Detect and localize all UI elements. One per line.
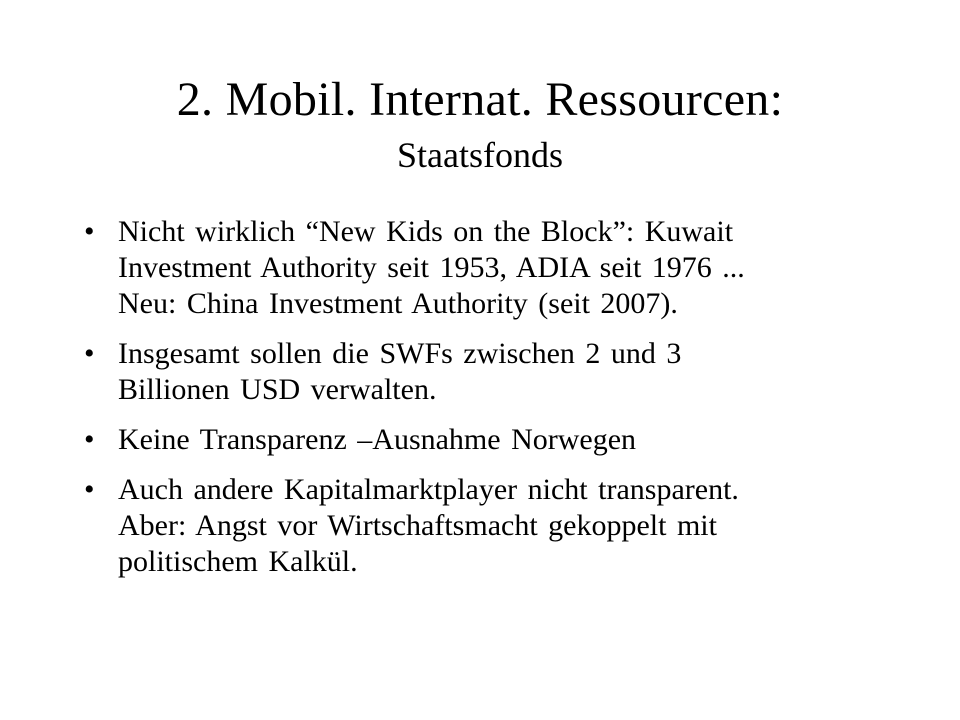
slide-subtitle: Staatsfonds: [397, 135, 563, 175]
bullet-icon: •: [84, 423, 95, 456]
bullet-icon: •: [84, 337, 95, 370]
bullet-list: [84, 214, 884, 594]
bullet-line: Insgesamt sollen die SWFs zwischen 2 und 3: [118, 337, 682, 370]
bullet-line: Keine Transparenz –Ausnahme Norwegen: [118, 423, 637, 456]
bullet-item: [84, 214, 884, 322]
bullet-icon: •: [84, 215, 95, 248]
bullet-item: [84, 472, 884, 580]
bullet-line: politischem Kalkül.: [118, 545, 358, 578]
bullet-line: Aber: Angst vor Wirtschaftsmacht gekoppelt mit: [118, 509, 717, 542]
bullet-line: Investment Authority seit 1953, ADIA seit 1976 ...: [118, 251, 745, 284]
bullet-line: Neu: China Investment Authority (seit 2007).: [118, 287, 678, 320]
bullet-line: Nicht wirklich “New Kids on the Block”: Kuwait: [118, 215, 734, 248]
slide-title: 2. Mobil. Internat. Ressourcen:: [176, 73, 784, 126]
bullet-line: Auch andere Kapitalmarktplayer nicht transparent.: [118, 473, 739, 506]
bullet-item: [84, 422, 884, 458]
bullet-icon: •: [84, 473, 95, 506]
slide-title-block: [0, 72, 960, 178]
bullet-item: [84, 336, 884, 408]
bullet-line: Billionen USD verwalten.: [118, 373, 437, 406]
